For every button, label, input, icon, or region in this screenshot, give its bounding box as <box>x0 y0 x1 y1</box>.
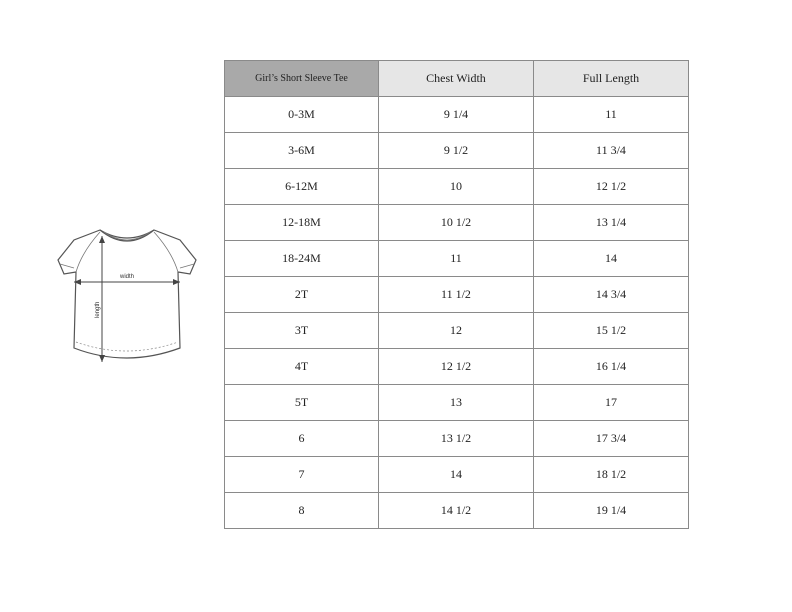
size-cell: 18-24M <box>225 241 379 277</box>
size-cell: 6 <box>225 421 379 457</box>
tee-illustration <box>52 222 200 370</box>
size-cell: 5T <box>225 385 379 421</box>
table-row <box>225 277 689 313</box>
header-chest-width: Chest Width <box>379 61 534 97</box>
table-row <box>225 97 689 133</box>
full-length-cell: 17 <box>534 385 689 421</box>
table-row <box>225 421 689 457</box>
table-row <box>225 169 689 205</box>
size-cell: 4T <box>225 349 379 385</box>
header-product: Girl’s Short Sleeve Tee <box>225 61 379 97</box>
chest-width-cell: 10 1/2 <box>379 205 534 241</box>
table-row <box>225 241 689 277</box>
chest-width-cell: 10 <box>379 169 534 205</box>
table-row <box>225 493 689 529</box>
chest-width-cell: 14 1/2 <box>379 493 534 529</box>
chest-width-cell: 12 1/2 <box>379 349 534 385</box>
size-chart-table <box>224 60 689 529</box>
full-length-cell: 14 <box>534 241 689 277</box>
chest-width-cell: 9 1/4 <box>379 97 534 133</box>
size-cell: 8 <box>225 493 379 529</box>
table-header-row <box>225 61 689 97</box>
header-full-length: Full Length <box>534 61 689 97</box>
size-cell: 6-12M <box>225 169 379 205</box>
table-row <box>225 349 689 385</box>
full-length-cell: 14 3/4 <box>534 277 689 313</box>
full-length-cell: 11 3/4 <box>534 133 689 169</box>
tshirt-outline <box>58 230 196 358</box>
chest-width-cell: 13 <box>379 385 534 421</box>
chest-width-cell: 9 1/2 <box>379 133 534 169</box>
table-row <box>225 133 689 169</box>
full-length-cell: 11 <box>534 97 689 133</box>
chest-width-cell: 12 <box>379 313 534 349</box>
full-length-cell: 18 1/2 <box>534 457 689 493</box>
table-row <box>225 385 689 421</box>
table-row <box>225 205 689 241</box>
size-cell: 3-6M <box>225 133 379 169</box>
full-length-cell: 13 1/4 <box>534 205 689 241</box>
table-row <box>225 313 689 349</box>
full-length-cell: 15 1/2 <box>534 313 689 349</box>
size-cell: 12-18M <box>225 205 379 241</box>
full-length-cell: 19 1/4 <box>534 493 689 529</box>
chest-width-cell: 14 <box>379 457 534 493</box>
full-length-cell: 17 3/4 <box>534 421 689 457</box>
chest-width-cell: 13 1/2 <box>379 421 534 457</box>
table-row <box>225 457 689 493</box>
full-length-cell: 16 1/4 <box>534 349 689 385</box>
chest-width-cell: 11 <box>379 241 534 277</box>
size-cell: 0-3M <box>225 97 379 133</box>
width-label: width <box>120 274 135 280</box>
size-cell: 3T <box>225 313 379 349</box>
size-cell: 2T <box>225 277 379 313</box>
chest-width-cell: 11 1/2 <box>379 277 534 313</box>
size-cell: 7 <box>225 457 379 493</box>
full-length-cell: 12 1/2 <box>534 169 689 205</box>
length-label: length <box>95 301 101 318</box>
tshirt-diagram <box>52 222 200 370</box>
